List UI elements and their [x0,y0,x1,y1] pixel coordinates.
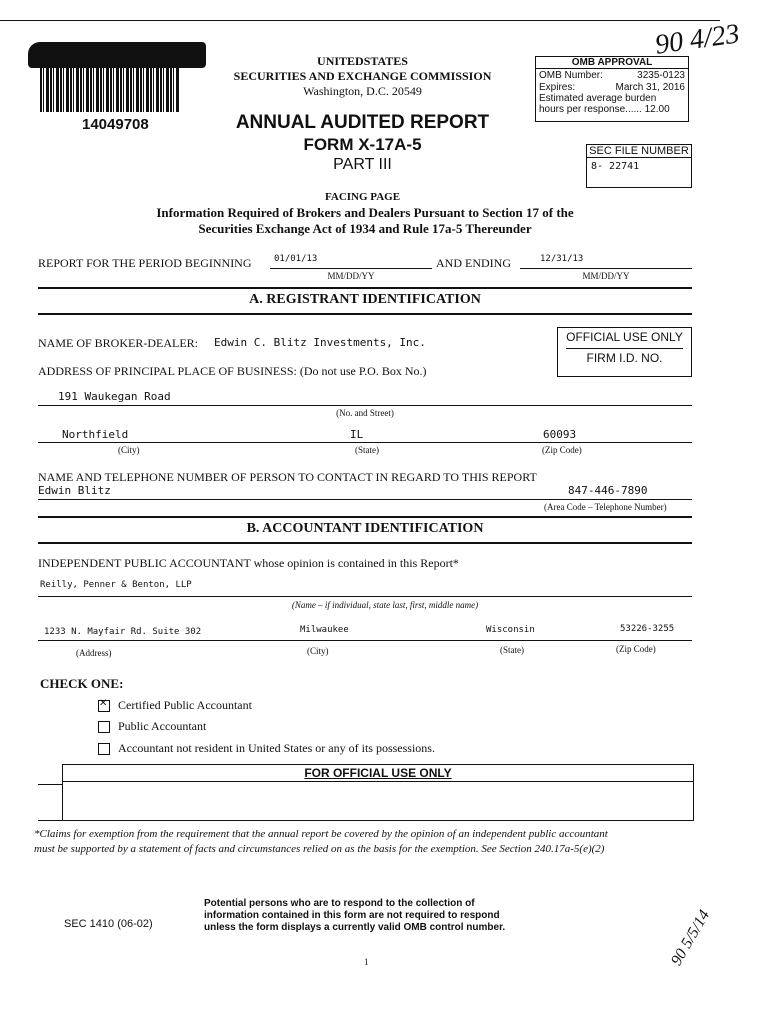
top-border [0,20,720,21]
street-line [38,405,692,406]
sec-file-label: SEC FILE NUMBER [587,145,691,158]
footnote-line1: *Claims for exemption from the requirement that the annual report be covered by the opinion of an independent public accountant [34,828,608,840]
street-value: 191 Waukegan Road [58,390,171,403]
corner-annotation: 90 4/23 [653,18,742,61]
omb-burden-line1: Estimated average burden [539,93,657,104]
period-begin-format: MM/DD/YY [327,271,375,281]
option-public[interactable] [98,719,206,734]
notice-line3: unless the form displays a currently valid OMB control number. [204,922,506,933]
header-line1: UNITEDSTATES [317,54,408,68]
official-use-side-line [38,784,62,785]
contact-line [38,499,692,500]
official-use-only-label: FOR OFFICIAL USE ONLY [63,765,693,782]
city-value: Northfield [62,428,129,441]
phone-caption: (Area Code – Telephone Number) [544,502,667,512]
header-line3: Washington, D.C. 20549 [303,84,422,98]
option-public-label: Public Accountant [118,719,207,733]
accountant-line [38,596,692,597]
sec-file-box [586,144,692,188]
option-nonresident-label: Accountant not resident in United States or any of its possessions. [118,741,435,755]
accountant-name-caption: (Name – if individual, state last, first, middle name) [291,600,479,610]
accountant-value: Reilly, Penner & Benton, LLP [40,580,192,590]
broker-name-label: NAME OF BROKER-DEALER: [38,336,199,350]
section-a-title: A. REGISTRANT IDENTIFICATION [249,292,481,307]
bottom-annotation: 90 5/5/14 [668,907,714,969]
omb-expires-label: Expires: [539,82,576,93]
section-b-bottom-rule [38,542,692,544]
sec-file-value: 8- 22741 [591,161,640,172]
period-begin-value: 01/01/13 [274,254,318,264]
zip-value: 60093 [543,428,577,441]
info-line2: Securities Exchange Act of 1934 and Rule 17a-5 Thereunder [198,221,532,236]
omb-title: OMB APPROVAL [536,57,688,69]
redaction-bar [28,42,206,68]
section-a-bottom-rule [38,313,692,315]
omb-burden-line2: hours per response...... 12.00 [539,104,670,115]
official-use-label: OFFICIAL USE ONLY [566,330,683,344]
omb-approval-box [535,56,689,122]
footnote [34,827,724,857]
barcode [40,68,180,112]
official-use-box [557,327,692,377]
collection-notice [204,898,505,934]
section-a-top-rule [38,287,692,289]
period-end-line [520,268,692,269]
checkbox-certified[interactable] [98,700,110,712]
accountant-address-line [38,640,692,641]
period-label: REPORT FOR THE PERIOD BEGINNING [38,256,252,270]
contact-phone: 847-446-7890 [568,484,648,497]
facing-page: FACING PAGE [324,191,401,203]
option-nonresident[interactable] [98,741,435,756]
period-end-label: AND ENDING [436,256,511,270]
omb-expires-value: March 31, 2016 [615,82,685,93]
accountant-state-value: Wisconsin [486,625,535,635]
period-end-format: MM/DD/YY [582,271,630,281]
title-form: FORM X-17A-5 [303,135,422,154]
info-line1: Information Required of Brokers and Dealers Pursuant to Section 17 of the [156,205,574,220]
city-caption: (City) [118,445,140,455]
address-label: ADDRESS OF PRINCIPAL PLACE OF BUSINESS: (Do not use P.O. Box No.) [38,364,427,378]
checkbox-public[interactable] [98,721,110,733]
option-certified-label: Certified Public Accountant [118,698,252,712]
accountant-label: INDEPENDENT PUBLIC ACCOUNTANT whose opinion is contained in this Report* [38,556,459,570]
period-begin-line [270,268,432,269]
option-certified[interactable] [98,698,252,713]
contact-label: NAME AND TELEPHONE NUMBER OF PERSON TO CONTACT IN REGARD TO THIS REPORT [38,470,537,484]
period-end-value: 12/31/13 [540,254,584,264]
barcode-number: 14049708 [82,116,149,133]
state-caption: (State) [355,445,379,455]
header-line2: SECURITIES AND EXCHANGE COMMISSION [233,69,492,83]
firm-id-label: FIRM I.D. NO. [586,351,663,365]
omb-number-row [536,69,688,82]
accountant-state-caption: (State) [500,645,524,655]
section-b-top-rule [38,516,692,518]
contact-name: Edwin Blitz [38,484,111,497]
notice-line2: information contained in this form are not required to respond [204,910,500,921]
street-caption: (No. and Street) [336,408,394,418]
title-part: PART III [333,156,392,173]
accountant-zip-caption: (Zip Code) [616,644,656,654]
city-line [38,442,692,443]
official-use-only-box [62,764,694,821]
page-number: 1 [364,957,369,967]
title-main: ANNUAL AUDITED REPORT [235,112,490,133]
section-b-title: B. ACCOUNTANT IDENTIFICATION [246,521,484,536]
accountant-city-value: Milwaukee [300,625,349,635]
omb-number-value: 3235-0123 [637,70,685,81]
accountant-address-caption: (Address) [76,648,112,658]
broker-name-value: Edwin C. Blitz Investments, Inc. [214,336,426,349]
omb-expires-row [536,82,688,93]
zip-caption: (Zip Code) [542,445,582,455]
sec-form-number: SEC 1410 (06-02) [64,918,153,930]
checkbox-nonresident[interactable] [98,743,110,755]
footnote-line2: must be supported by a statement of facts and circumstances relied on as the basis for the exemption. See Section 240.17a-5(e)(2) [34,843,605,855]
official-use-bottom-line [38,820,692,821]
state-value: IL [350,428,364,441]
check-one-label: CHECK ONE: [40,676,124,691]
agency-header [230,54,495,99]
accountant-city-caption: (City) [307,646,329,656]
accountant-zip-value: 53226-3255 [620,624,675,634]
notice-line1: Potential persons who are to respond to the collection of [204,898,475,909]
report-title [230,112,495,174]
omb-number-label: OMB Number: [539,70,603,81]
accountant-address-value: 1233 N. Mayfair Rd. Suite 302 [44,627,202,637]
